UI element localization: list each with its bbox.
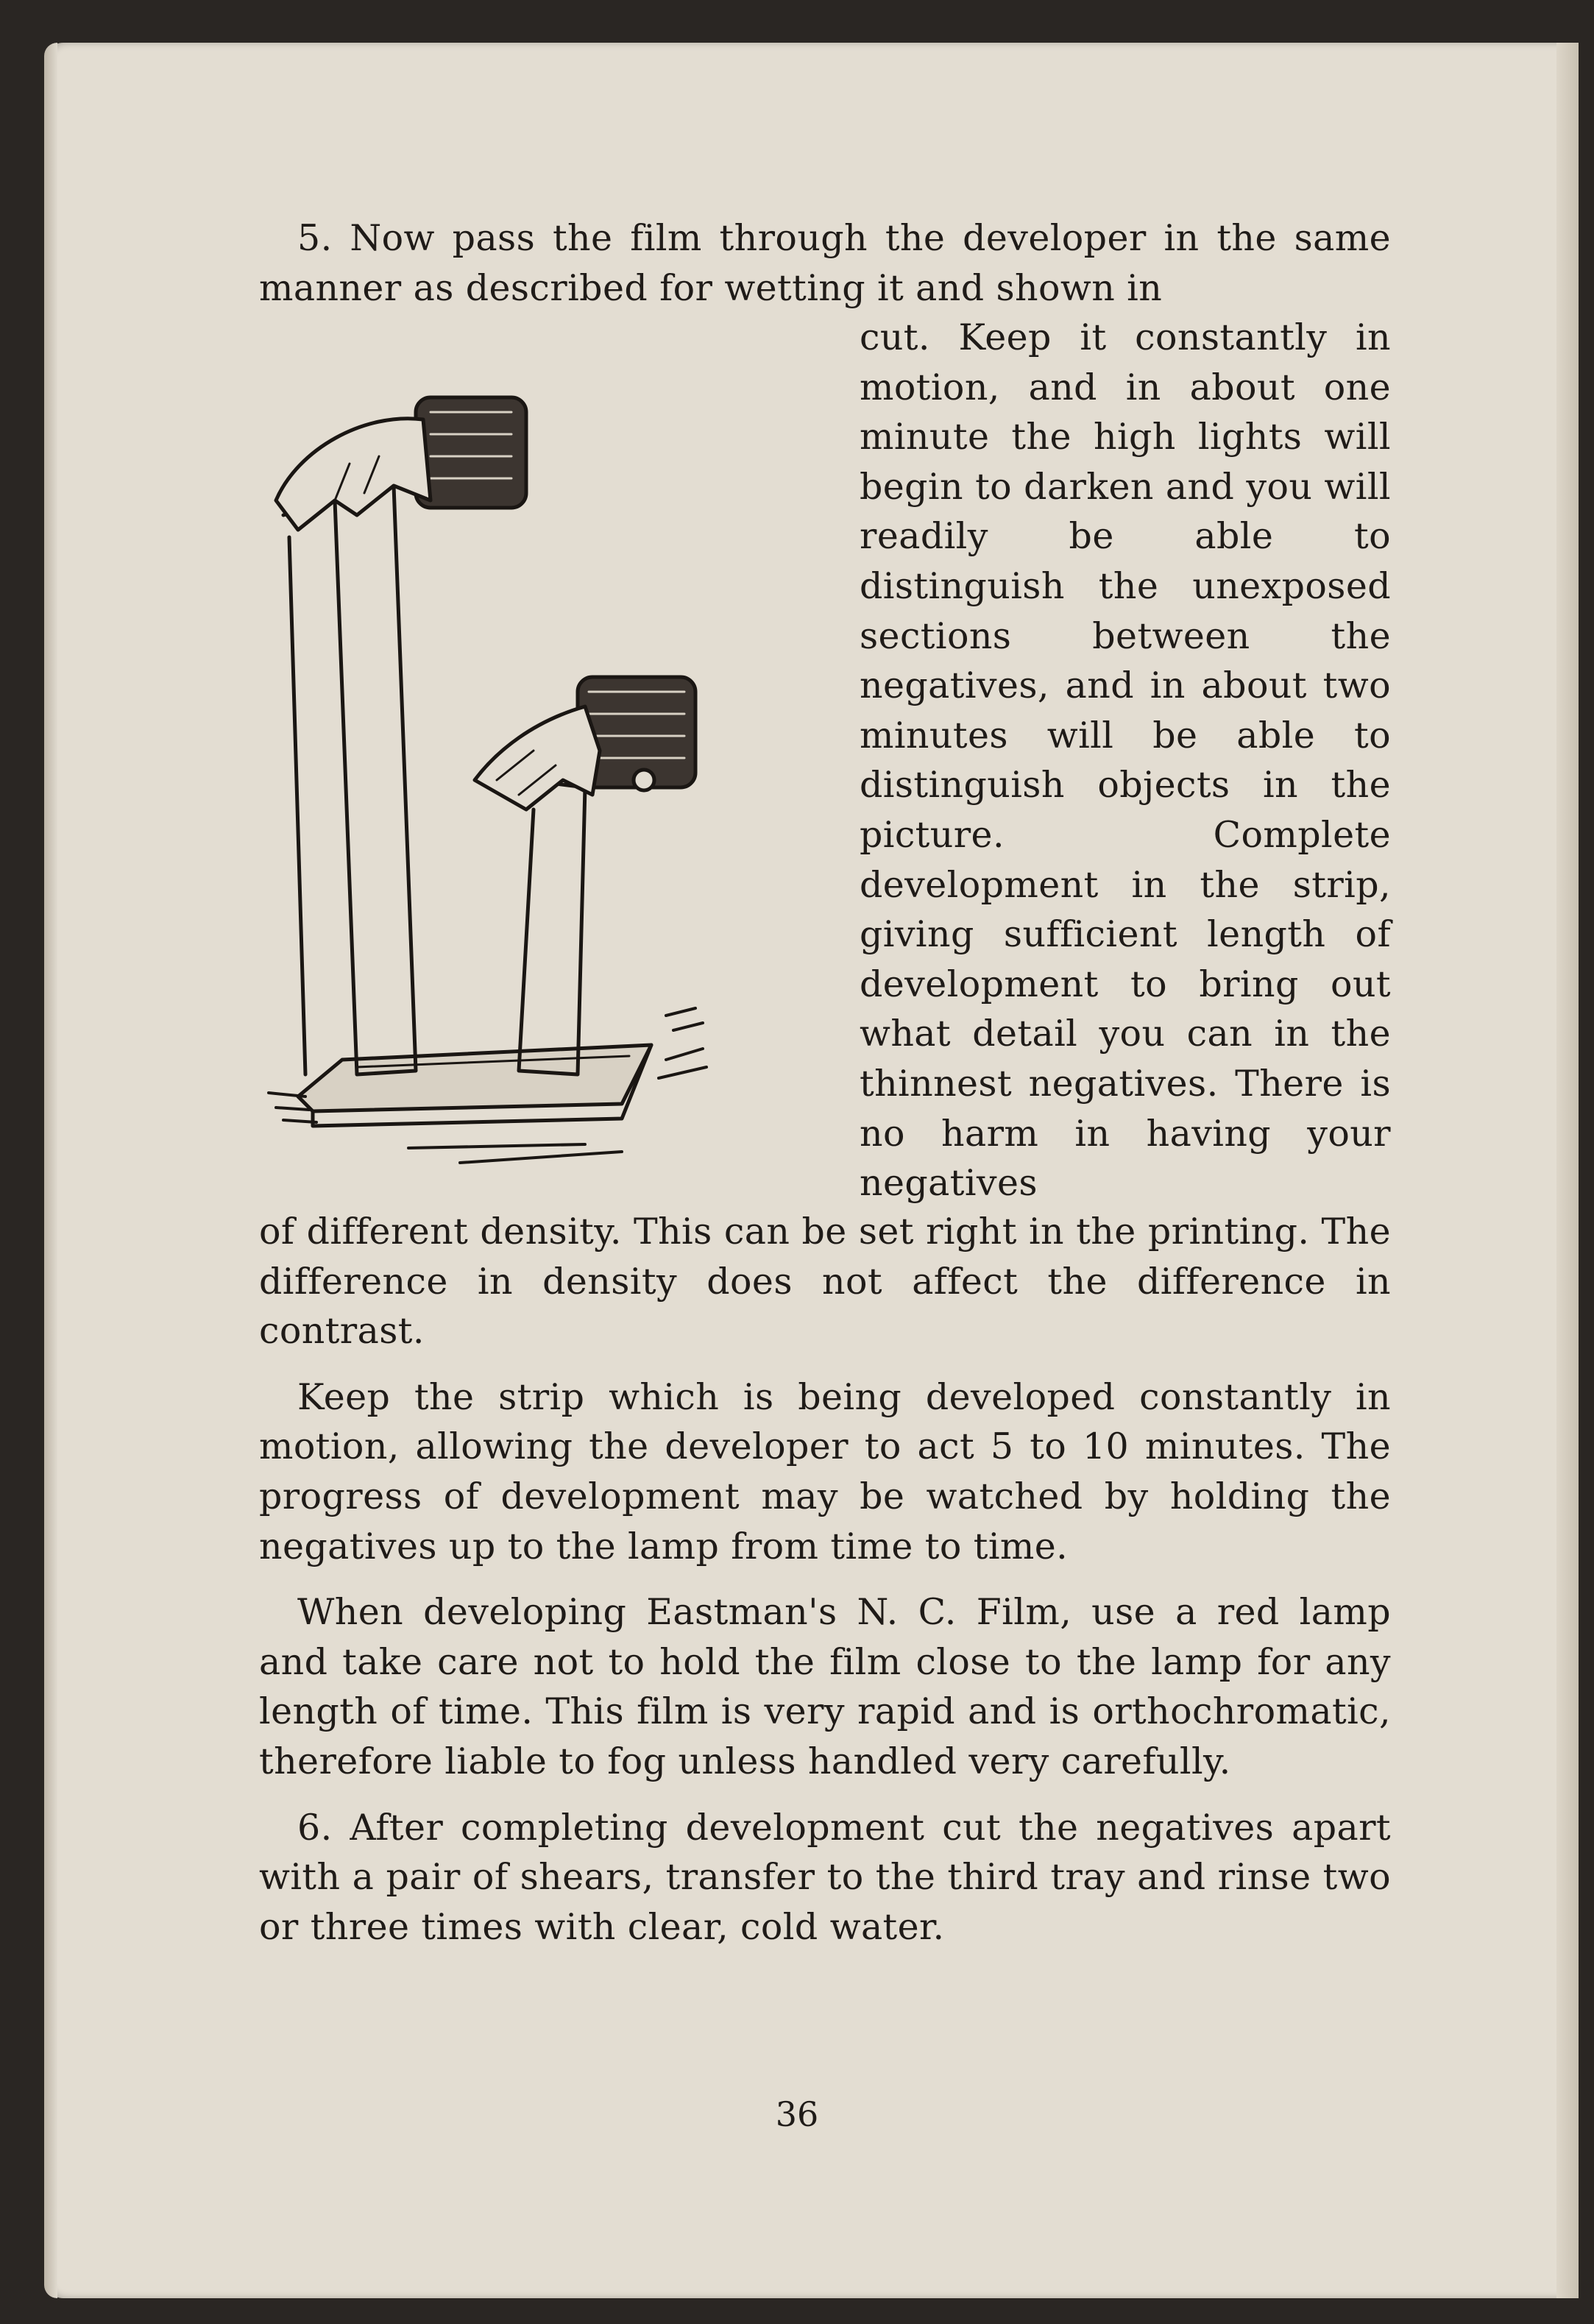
- page-gutter: [44, 43, 57, 2298]
- paragraph-5-intro: [259, 213, 1391, 313]
- paragraph-5-end: of different density. This can be set right in the printing. The difference in density does not affect the difference in contrast.: [259, 1211, 1391, 1353]
- page-number: 36: [775, 2094, 819, 2134]
- page-fore-edge: [1556, 43, 1579, 2298]
- paragraph-6: 6. After completing development cut the negatives apart with a pair of shears, transfer to the third tray and rinse two or three times with clear, cold water.: [259, 1806, 1391, 1948]
- body-continued: [259, 1207, 1391, 1952]
- paragraph-5-wrapped-text: cut. Keep it constantly in motion, and in about one minute the high lights will begin to darken and you will readily be able to distinguish the unexposed sections between the negatives, and in about two minutes will be able to distinguish objects in the picture. Complete development in the strip, giving sufficient length of development to bring out what detail you can in the thinnest negatives. There is no harm in having your negatives: [860, 316, 1391, 1205]
- paragraph-5-wrapped: [860, 313, 1391, 1208]
- paragraph-keep-in-motion: Keep the strip which is being developed constantly in motion, allowing the developer to act 5 to 10 minutes. The progress of development may be watched by holding the negatives up to the lamp from time to time.: [259, 1375, 1391, 1567]
- paragraph-eastman-film: When developing Eastman's N. C. Film, use a red lamp and take care not to hold the film close to the lamp for any length of time. This film is very rapid and is orthochromatic, therefore liable to fog unless handled very carefully.: [259, 1591, 1391, 1782]
- paragraph-5-intro-text: 5. Now pass the film through the developer in the same manner as described for wetting it and shown in: [259, 217, 1391, 309]
- hands-developing-film-illustration: [254, 368, 828, 1192]
